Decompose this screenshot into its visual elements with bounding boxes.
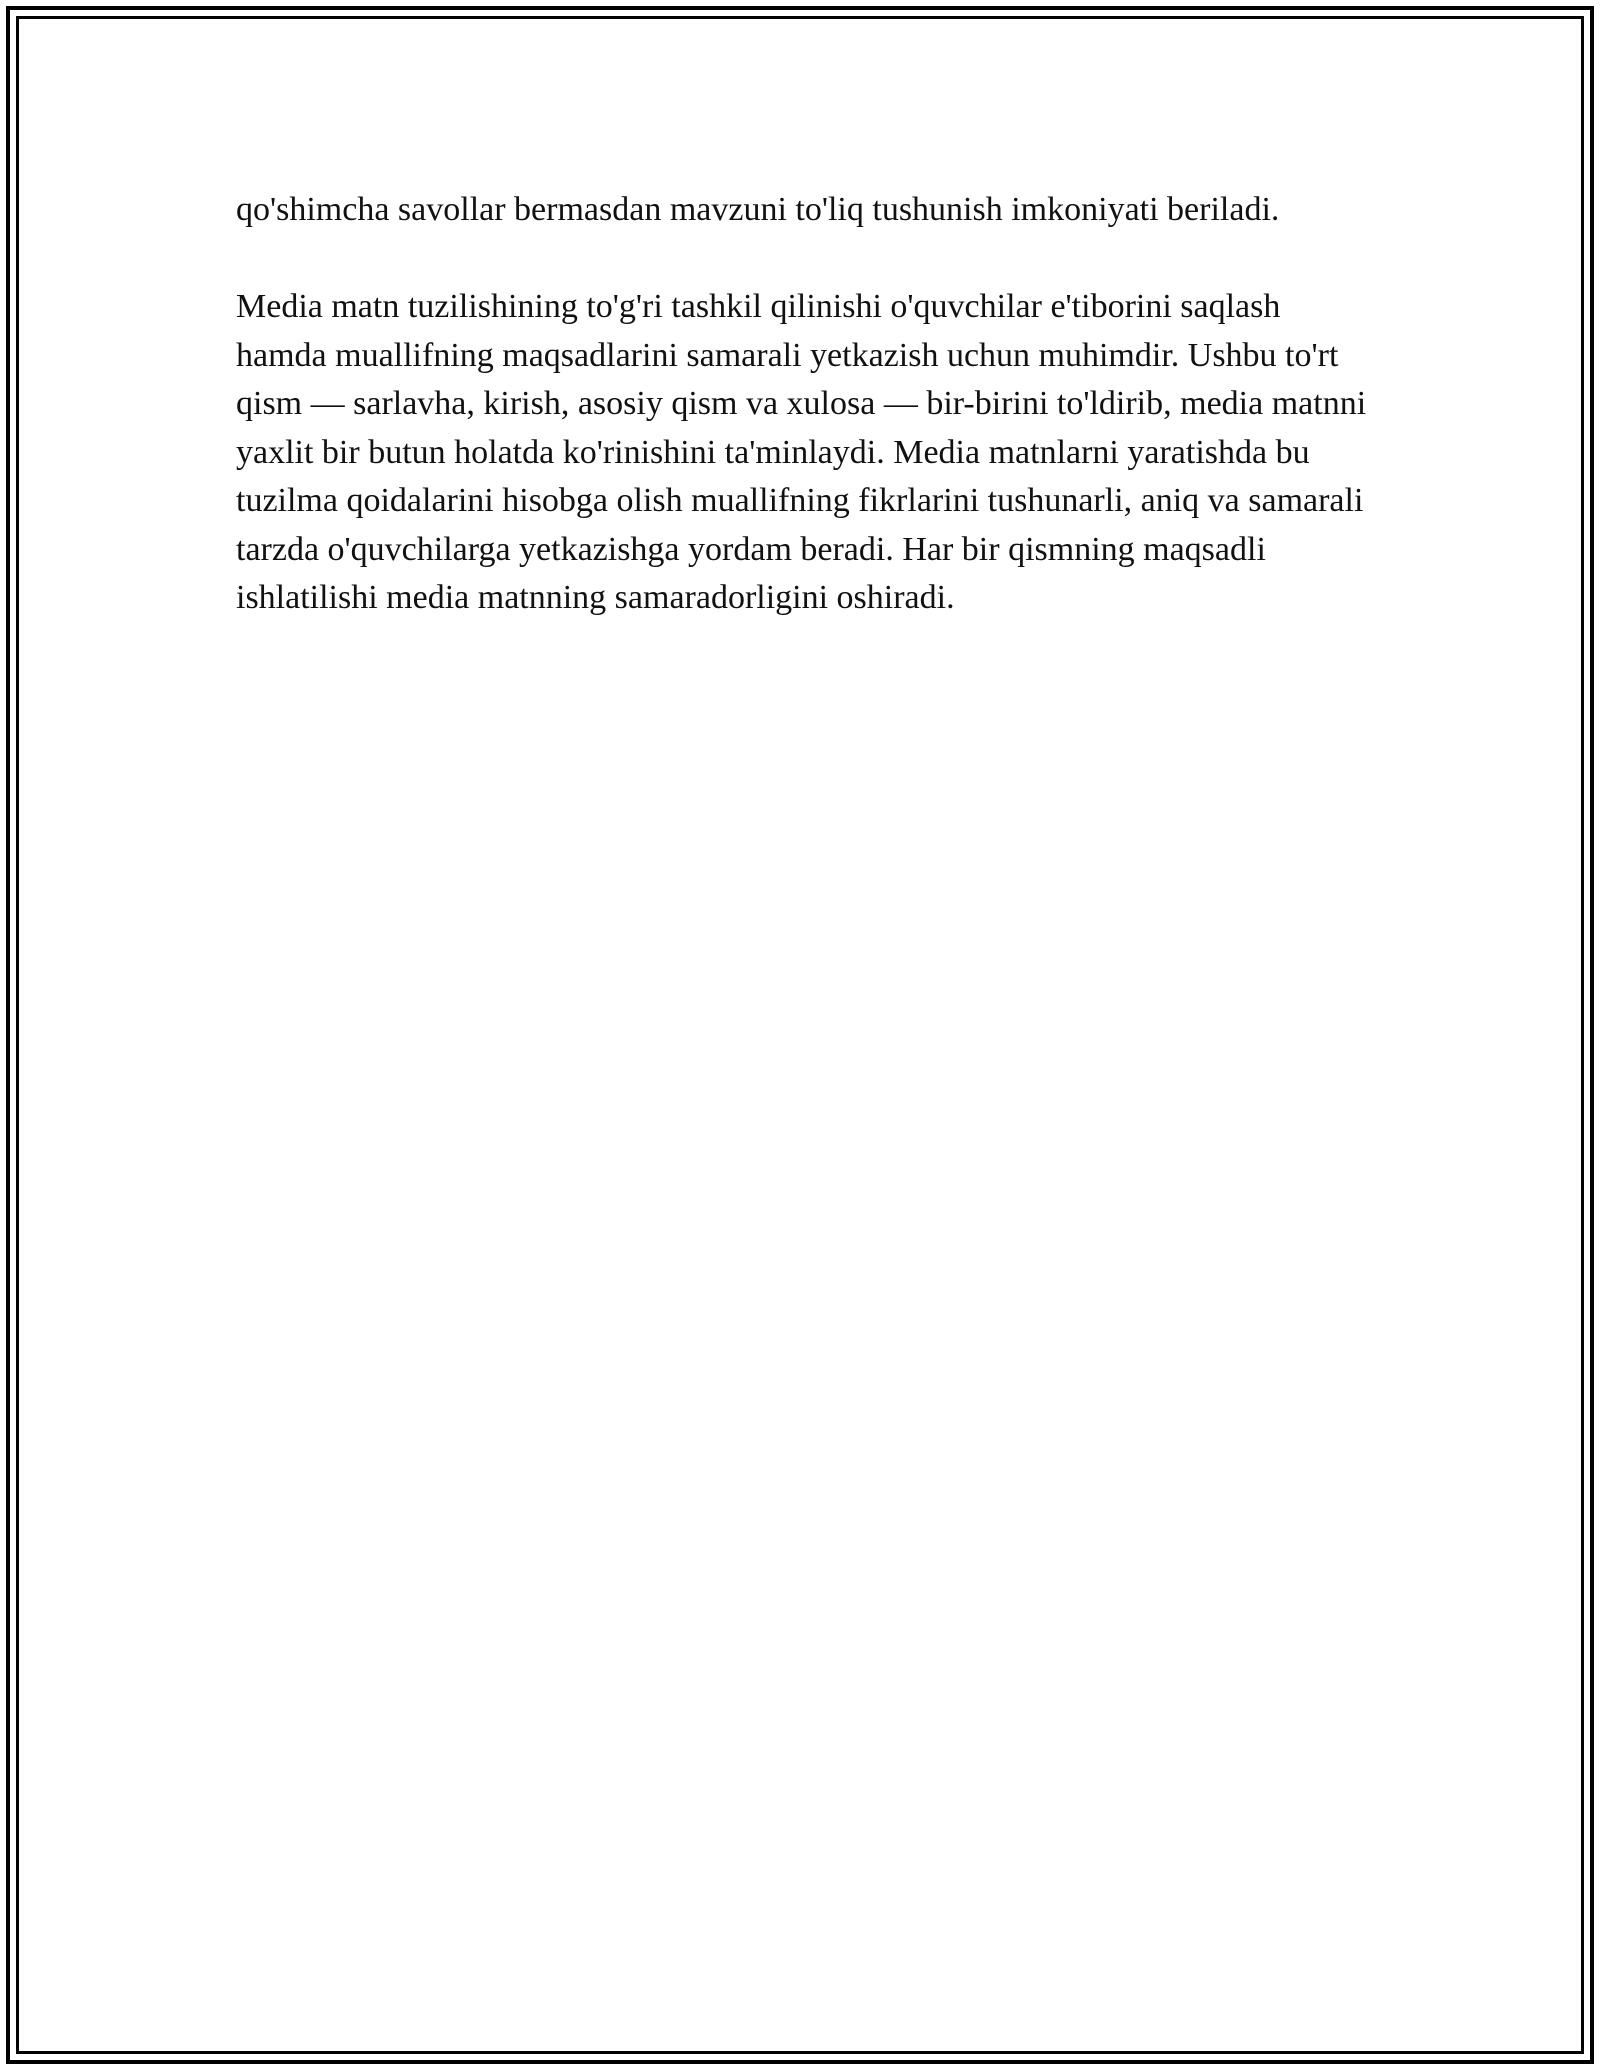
paragraph-media-text-structure: Media matn tuzilishining to'g'ri tashkil qilinishi o'quvchilar e'tiborini saqlash hamda muallifning maqsadlarini samarali yetkazish uchun muhimdir. Ushbu to'rt qism — sarlavha, kirish, asosiy qism va xulosa — bir-birini to'ldirib, media matnni yaxlit bir butun holatda ko'rinishini ta'minlaydi. Media matnlarni yaratishda bu tuzilma qoidalarini hisobga olish muallifning fikrlarini tushunarli, aniq va samarali tarzda o'quvchilarga yetkazishga yordam beradi. Har bir qismning maqsadli ishlatilishi media matnning samaradorligini oshiradi. <box>236 288 1367 616</box>
page-content <box>236 186 1376 623</box>
paragraph-continuation: qo'shimcha savollar bermasdan mavzuni to'liq tushunish imkoniyati beriladi. <box>236 191 1280 228</box>
